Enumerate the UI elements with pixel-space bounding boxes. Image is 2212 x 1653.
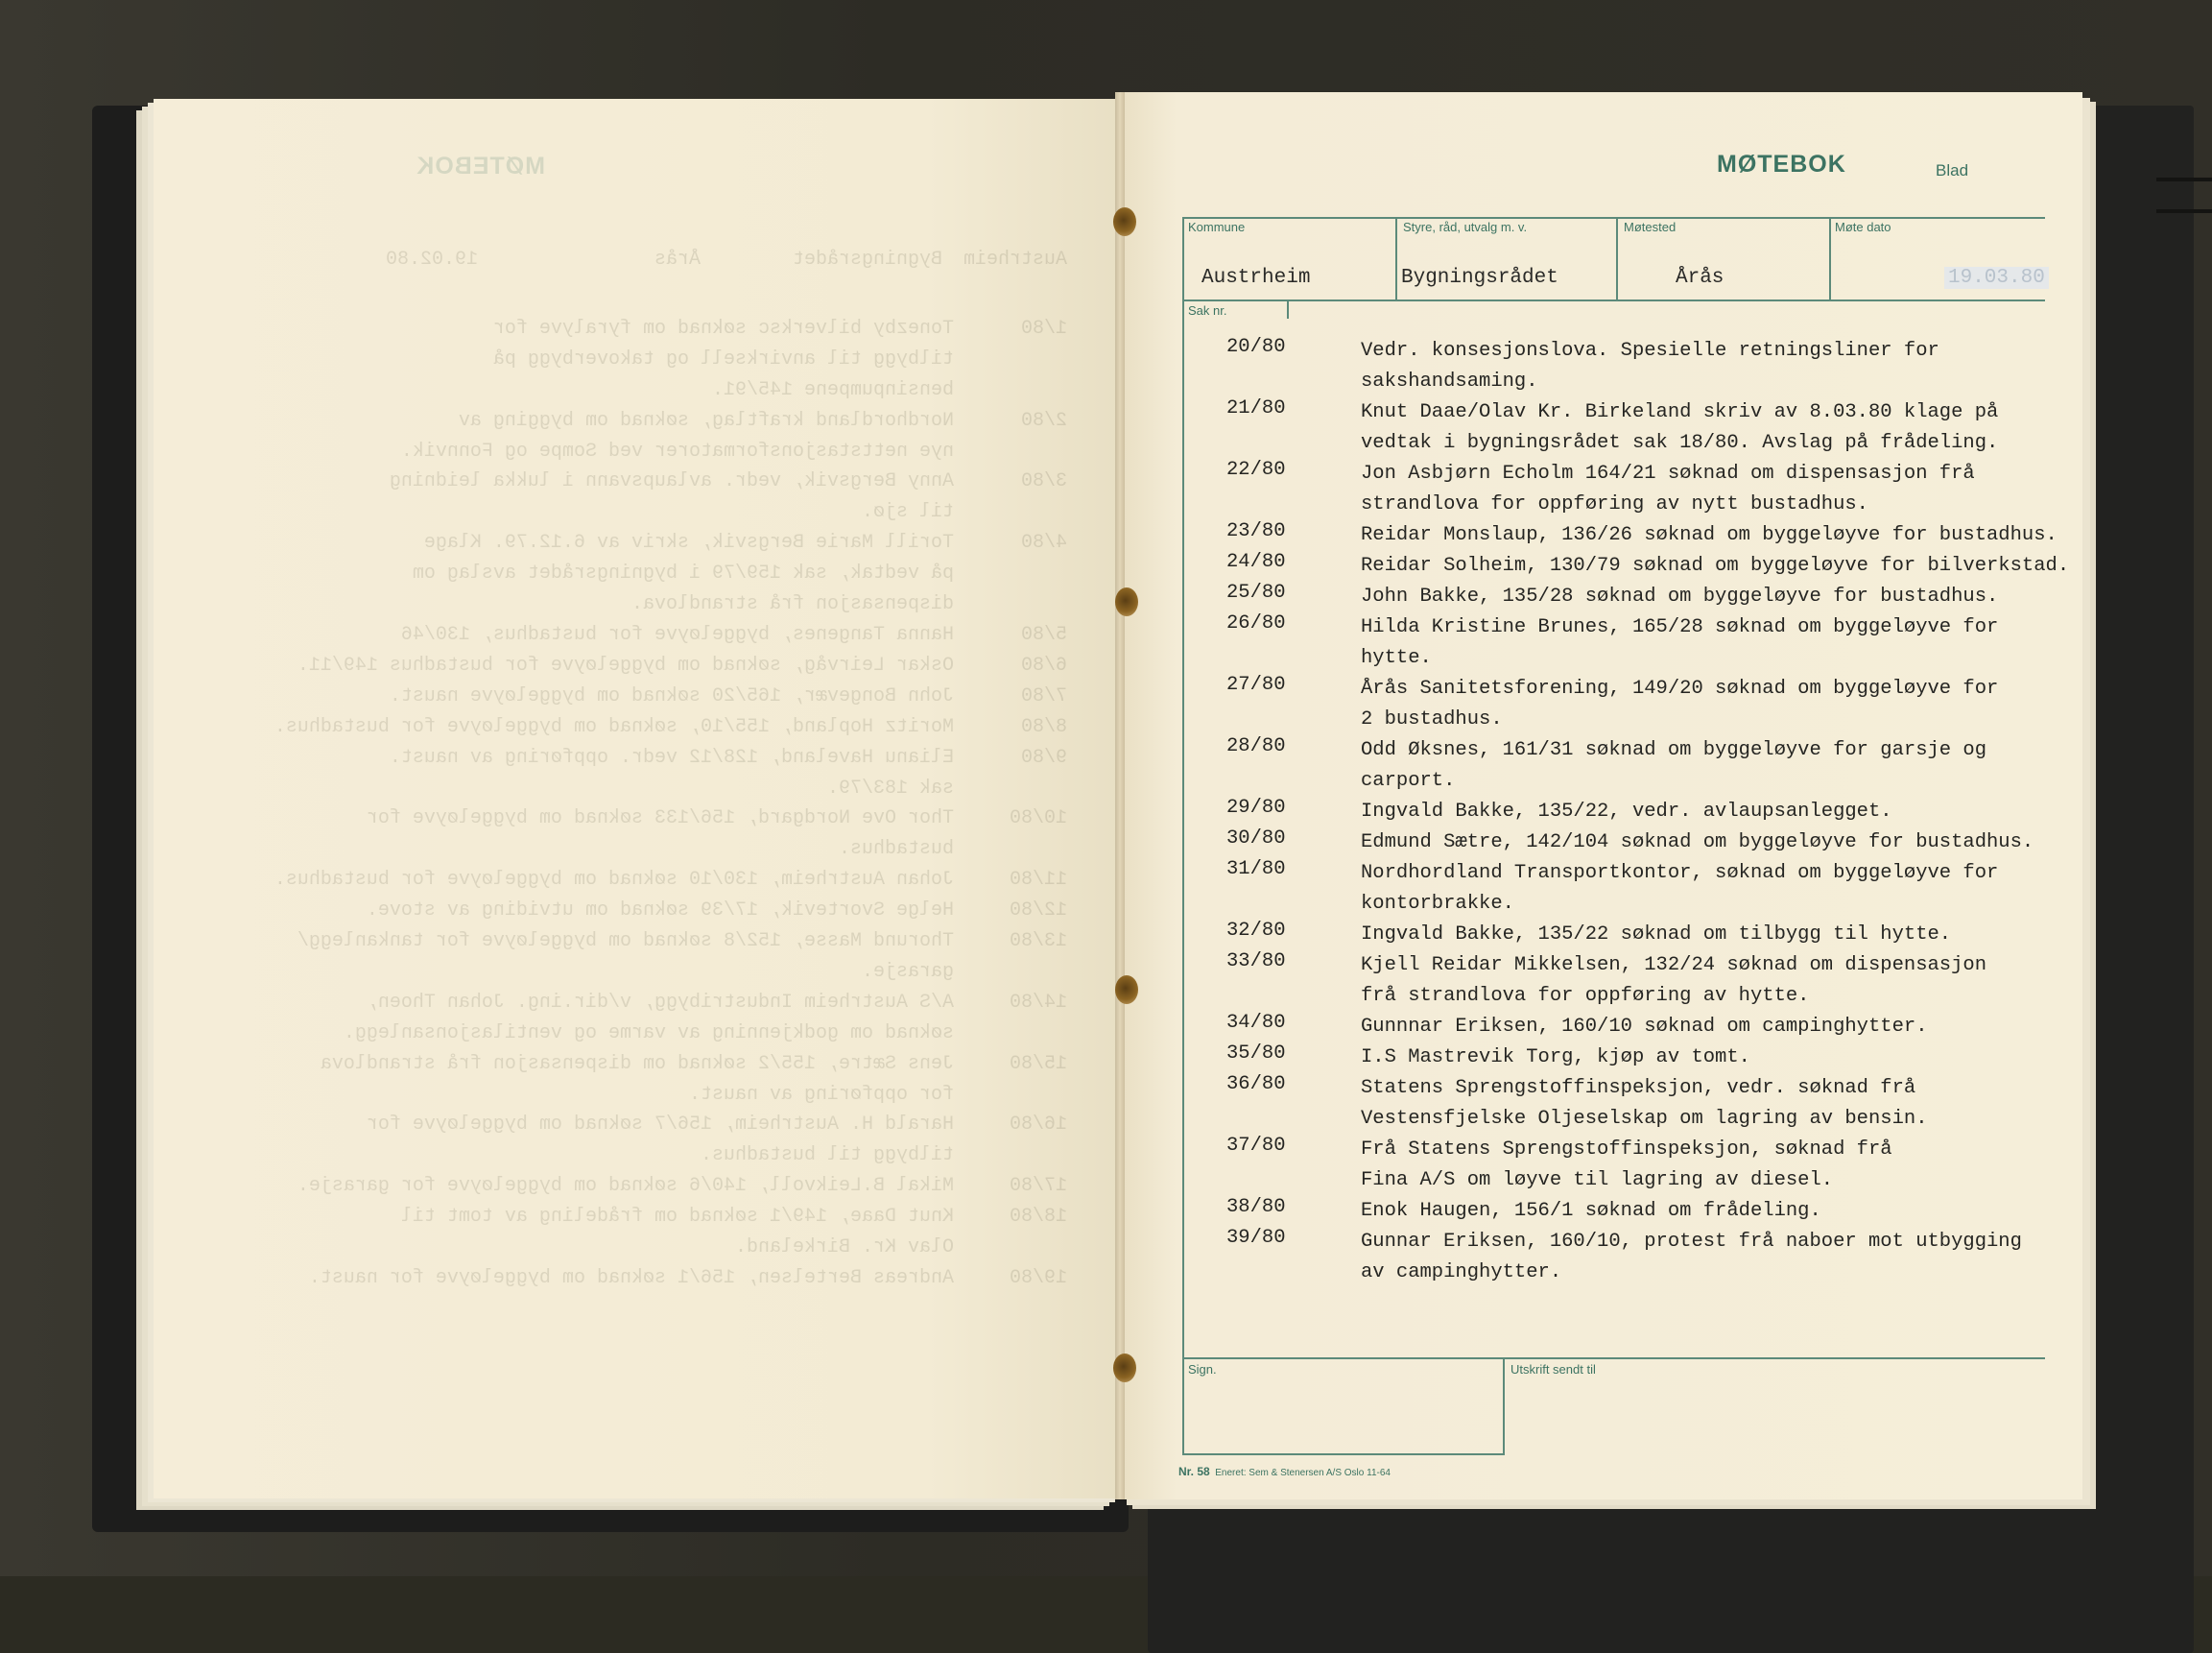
case-entry: [1226, 397, 2090, 459]
header-top-rule: [1182, 217, 2045, 219]
case-text: [1361, 1012, 2090, 1042]
case-text-line: Ingvald Bakke, 135/22, vedr. avlaupsanlegget.: [1361, 801, 1892, 823]
motested-value: Årås: [1676, 267, 1724, 289]
case-number: 39/80: [1226, 1227, 1286, 1249]
form-title: MØTEBOK: [1717, 151, 1846, 178]
case-text-line: Gunnnar Eriksen, 160/10 søknad om campinghytter.: [1361, 1016, 1928, 1038]
case-entry: [1226, 950, 2090, 1012]
ghost-spacer: [223, 276, 1067, 314]
ghost-line: [223, 1110, 1067, 1140]
ghost-case-number: 4/80: [1020, 532, 1067, 555]
case-text-line: strandlova for oppføring av nytt bustadhus.: [1361, 493, 1868, 515]
ghost-line: [223, 803, 1067, 834]
ghost-line: [223, 1140, 1067, 1171]
case-text-line: Statens Sprengstoffinspeksjon, vedr. søknad frå: [1361, 1077, 1916, 1099]
case-text-line: hytte.: [1361, 647, 1432, 669]
motedato-label: Møte dato: [1835, 220, 1891, 234]
case-text: [1361, 1227, 2090, 1288]
ghost-case-text: Oskar Leirvåg, søknad om byggeløyve for bustadhus 149/11.: [297, 654, 954, 677]
case-number: 33/80: [1226, 950, 1286, 972]
show-through-text: [154, 99, 1121, 1498]
case-number: 38/80: [1226, 1196, 1286, 1218]
left-page: [154, 99, 1121, 1498]
ghost-case-text: Helge Svortevik, 17/39 søknad om utviding av stove.: [366, 899, 954, 922]
ghost-line: [223, 1080, 1067, 1111]
ghost-case-number: 11/80: [1009, 869, 1067, 892]
ghost-case-text: Mikal B.Leikvoll, 140/6 søknad om byggeløyve for garasje.: [297, 1175, 954, 1198]
ghost-case-text: søknad om godkjenning av varme og ventilasjonsanlegg.: [343, 1021, 954, 1044]
ghost-case-text: Thor Ove Nordgard, 156/133 søknad om byggeløyve for: [366, 807, 954, 830]
case-number: 22/80: [1226, 459, 1286, 481]
case-text-line: Fina A/S om løyve til lagring av diesel.: [1361, 1169, 1834, 1191]
ghost-case-text: Thorund Masse, 152/8 søknad om byggeløyve for tankanlegg/: [297, 930, 954, 953]
case-text: [1361, 827, 2090, 858]
case-entry: [1226, 520, 2090, 551]
case-entry: [1226, 1196, 2090, 1227]
case-number: 35/80: [1226, 1042, 1286, 1065]
case-text-line: Knut Daae/Olav Kr. Birkeland skriv av 8.03.80 klage på: [1361, 401, 1999, 423]
case-text: [1361, 797, 2090, 827]
ghost-case-text: dispensasjon frå strandlova.: [630, 593, 954, 616]
ghost-case-text: sak 183/79.: [826, 777, 954, 800]
case-text-line: Reidar Monslaup, 136/26 søknad om byggeløyve for bustadhus.: [1361, 524, 2057, 546]
case-entry: [1226, 1135, 2090, 1196]
form-number: Nr. 58: [1178, 1465, 1210, 1478]
ghost-line: [223, 1233, 1067, 1263]
case-number: 36/80: [1226, 1073, 1286, 1095]
saknr-divider: [1287, 301, 1289, 319]
ghost-case-number: 15/80: [1009, 1052, 1067, 1075]
case-entry: [1226, 1227, 2090, 1288]
punch-hole: [1113, 1354, 1136, 1382]
ghost-line: [223, 682, 1067, 712]
ghost-line: [223, 589, 1067, 620]
ghost-kommune: Austrheim: [963, 249, 1067, 271]
ghost-line: [223, 1049, 1067, 1080]
printer-text: Eneret: Sem & Stenersen A/S Oslo 11-64: [1215, 1468, 1391, 1478]
printer-imprint: [1178, 1465, 1391, 1478]
case-number: 27/80: [1226, 674, 1286, 696]
ghost-case-text: Nordhordland kraftlag, søknad om bygging av: [458, 409, 954, 432]
ghost-case-text: på vedtak, sak 159/79 i bygningsrådet avslag om: [412, 563, 954, 586]
case-number: 31/80: [1226, 858, 1286, 880]
case-list: [1226, 336, 2090, 1288]
case-entry: [1226, 735, 2090, 797]
case-text-line: Edmund Sætre, 142/104 søknad om byggeløyve for bustadhus.: [1361, 831, 2034, 853]
ghost-case-number: 2/80: [1020, 409, 1067, 432]
ghost-case-text: bensinpumpene 145/91.: [711, 378, 954, 401]
ghost-header-row: [223, 245, 1067, 276]
ghost-title: MØTEBOK: [416, 153, 545, 180]
ghost-case-text: Elianu Haveland, 128/12 vedr. oppføring av naust.: [389, 746, 954, 769]
ghost-line: [223, 1202, 1067, 1233]
form-left-rule: [1182, 217, 1184, 1455]
case-text-line: frå strandlova for oppføring av hytte.: [1361, 985, 1810, 1007]
case-text-line: I.S Mastrevik Torg, kjøp av tomt.: [1361, 1046, 1750, 1068]
case-entry: [1226, 1012, 2090, 1042]
punch-hole: [1115, 975, 1138, 1004]
ghost-case-text: Andreas Bertelsen, 156/1 søknad om byggeløyve for naust.: [308, 1267, 954, 1289]
case-number: 34/80: [1226, 1012, 1286, 1034]
ghost-case-text: Tonezby bilverksc søknad om fyralyve for: [492, 317, 954, 340]
ghost-line: [223, 528, 1067, 559]
ghost-case-number: 16/80: [1009, 1114, 1067, 1137]
ghost-line: [223, 375, 1067, 406]
case-number: 29/80: [1226, 797, 1286, 819]
case-number: 24/80: [1226, 551, 1286, 573]
saknr-label: Sak nr.: [1188, 303, 1227, 318]
case-text-line: Hilda Kristine Brunes, 165/28 søknad om byggeløyve for: [1361, 616, 1999, 638]
header-divider: [1616, 217, 1618, 301]
ghost-case-text: Jens Sætre, 155/2 søknad om dispensasjon frå strandlova: [320, 1052, 954, 1075]
ghost-line: [223, 712, 1067, 743]
case-number: 37/80: [1226, 1135, 1286, 1157]
edge-mark: [2156, 178, 2212, 181]
ghost-case-number: 5/80: [1020, 623, 1067, 646]
case-number: 32/80: [1226, 920, 1286, 942]
ghost-case-number: 6/80: [1020, 654, 1067, 677]
case-text: [1361, 582, 2090, 612]
case-text-line: Kjell Reidar Mikkelsen, 132/24 søknad om dispensasjon: [1361, 954, 1987, 976]
ghost-case-number: 8/80: [1020, 715, 1067, 738]
ghost-line: [223, 497, 1067, 528]
case-entry: [1226, 827, 2090, 858]
case-text-line: Vedr. konsesjonslova. Spesielle retningsliner for: [1361, 340, 1939, 362]
ghost-case-text: John Bongevær, 165/20 søknad om byggeløyve naust.: [389, 684, 954, 707]
case-text: [1361, 612, 2090, 674]
case-entry: [1226, 582, 2090, 612]
ghost-case-number: 9/80: [1020, 746, 1067, 769]
blad-label: Blad: [1936, 161, 1969, 180]
sign-label: Sign.: [1188, 1362, 1217, 1377]
ghost-case-number: 13/80: [1009, 930, 1067, 953]
case-entry: [1226, 336, 2090, 397]
case-text-line: av campinghytter.: [1361, 1261, 1562, 1283]
styre-value: Bygningsrådet: [1401, 267, 1558, 289]
ghost-case-number: 14/80: [1009, 991, 1067, 1014]
ghost-case-number: 10/80: [1009, 807, 1067, 830]
case-number: 23/80: [1226, 520, 1286, 542]
case-entry: [1226, 674, 2090, 735]
case-text: [1361, 397, 2090, 459]
case-text-line: Enok Haugen, 156/1 søknad om frådeling.: [1361, 1200, 1821, 1222]
case-text-line: Frå Statens Sprengstoffinspeksjon, søknad frå: [1361, 1138, 1892, 1161]
case-text-line: Gunnar Eriksen, 160/10, protest frå naboer mot utbygging: [1361, 1231, 2022, 1253]
case-text-line: Årås Sanitetsforening, 149/20 søknad om byggeløyve for: [1361, 678, 1999, 700]
case-text: [1361, 1196, 2090, 1227]
ghost-case-text: A/S Austrheim Industribygg, v/dir.ing. Johan Thoen,: [366, 991, 954, 1014]
styre-label: Styre, råd, utvalg m. v.: [1403, 220, 1528, 234]
ghost-entry-list: [223, 314, 1067, 1294]
case-text-line: Odd Øksnes, 161/31 søknad om byggeløyve for garsje og: [1361, 739, 1987, 761]
ghost-case-number: 7/80: [1020, 684, 1067, 707]
ghost-styre: Bygningsrådet: [792, 249, 942, 271]
ghost-case-text: garasje.: [861, 960, 954, 983]
ghost-case-text: tilbygg til bustadhus.: [700, 1144, 954, 1167]
case-entry: [1226, 551, 2090, 582]
kommune-label: Kommune: [1188, 220, 1246, 234]
case-entry: [1226, 1042, 2090, 1073]
ghost-line: [223, 957, 1067, 988]
case-text-line: John Bakke, 135/28 søknad om byggeløyve for bustadhus.: [1361, 586, 1999, 608]
ghost-line: [223, 1263, 1067, 1294]
case-number: 20/80: [1226, 336, 1286, 358]
ghost-motedato: 19.02.80: [385, 249, 478, 271]
case-text-line: Jon Asbjørn Echolm 164/21 søknad om dispensasjon frå: [1361, 463, 1975, 485]
ghost-case-text: Hanna Tangenes, byggeløyve for bustadhus, 130/46: [400, 623, 954, 646]
ghost-line: [223, 774, 1067, 804]
ghost-case-text: Torill Marie Bergsvik, skriv av 6.12.79. Klage: [423, 532, 954, 555]
ghost-line: [223, 743, 1067, 774]
case-number: 30/80: [1226, 827, 1286, 850]
ghost-case-text: bustadhus.: [838, 838, 954, 861]
header-bottom-rule: [1182, 299, 2045, 301]
case-number: 25/80: [1226, 582, 1286, 604]
case-text-line: sakshandsaming.: [1361, 371, 1538, 393]
case-text-line: carport.: [1361, 770, 1456, 792]
ghost-line: [223, 926, 1067, 957]
ghost-line: [223, 345, 1067, 375]
ghost-case-text: Knut Daae, 149/1 søknad om frådeling av tomt til: [400, 1206, 954, 1229]
case-text-line: Ingvald Bakke, 135/22 søknad om tilbygg til hytte.: [1361, 923, 1952, 946]
header-divider: [1829, 217, 1831, 301]
footer-divider: [1503, 1357, 1505, 1455]
case-text-line: vedtak i bygningsrådet sak 18/80. Avslag på frådeling.: [1361, 432, 1999, 454]
punch-hole: [1113, 207, 1136, 236]
case-number: 28/80: [1226, 735, 1286, 757]
case-text: [1361, 336, 2090, 397]
case-entry: [1226, 858, 2090, 920]
ghost-motested: Årås: [654, 249, 701, 271]
ghost-line: [223, 834, 1067, 865]
motedato-value: 19.03.80: [1944, 267, 2049, 289]
footer-bottom-rule: [1182, 1453, 1505, 1455]
ghost-line: [223, 314, 1067, 345]
case-text: [1361, 950, 2090, 1012]
case-entry: [1226, 920, 2090, 950]
edge-mark: [2156, 209, 2212, 213]
case-entry: [1226, 459, 2090, 520]
meeting-header-table: [1182, 217, 2045, 301]
ghost-case-number: 3/80: [1020, 470, 1067, 493]
ghost-case-text: tilbygg til anvirksell og takoverbygg på: [492, 347, 954, 371]
case-entry: [1226, 1073, 2090, 1135]
case-text: [1361, 551, 2090, 582]
ghost-line: [223, 988, 1067, 1018]
ghost-case-number: 1/80: [1020, 317, 1067, 340]
case-text: [1361, 1073, 2090, 1135]
ghost-case-number: 12/80: [1009, 899, 1067, 922]
punch-hole: [1115, 587, 1138, 616]
case-number: 26/80: [1226, 612, 1286, 635]
ghost-case-text: Anny Bergsvik, vedr. avlaupsvann i lukka leidning: [389, 470, 954, 493]
utskrift-label: Utskrift sendt til: [1510, 1362, 1596, 1377]
case-text-line: Nordhordland Transportkontor, søknad om byggeløyve for: [1361, 862, 1999, 884]
ghost-line: [223, 620, 1067, 651]
ghost-case-text: for oppføring av naust.: [688, 1083, 954, 1106]
case-text: [1361, 858, 2090, 920]
ghost-lines: [223, 245, 1067, 1294]
ghost-line: [223, 1018, 1067, 1049]
ghost-case-number: 18/80: [1009, 1206, 1067, 1229]
case-text: [1361, 520, 2090, 551]
ghost-line: [223, 406, 1067, 437]
ghost-case-text: Moritz Hopland, 155/10, søknad om byggeløyve for bustadhus.: [274, 715, 954, 738]
case-text: [1361, 1135, 2090, 1196]
ghost-case-text: Johan Austrheim, 130/10 søknad om byggeløyve for bustadhus.: [274, 869, 954, 892]
ghost-case-text: nye nettstasjonsformatorer ved Sompe og Fonnvik.: [400, 440, 954, 463]
ghost-case-text: Harald H. Austrheim, 156/7 søknad om byggeløyve for: [366, 1114, 954, 1137]
case-text: [1361, 1042, 2090, 1073]
ghost-case-number: 19/80: [1009, 1267, 1067, 1289]
case-entry: [1226, 797, 2090, 827]
case-number: 21/80: [1226, 397, 1286, 419]
case-text-line: kontorbrakke.: [1361, 893, 1514, 915]
ghost-line: [223, 1171, 1067, 1202]
ghost-line: [223, 896, 1067, 926]
kommune-value: Austrheim: [1201, 267, 1311, 289]
case-text: [1361, 459, 2090, 520]
case-text: [1361, 735, 2090, 797]
case-text-line: Reidar Solheim, 130/79 søknad om byggeløyve for bilverkstad.: [1361, 555, 2070, 577]
ghost-line: [223, 467, 1067, 497]
footer-top-rule: [1182, 1357, 2045, 1359]
ghost-case-text: til sjø.: [861, 501, 954, 524]
book-gutter: [1115, 92, 1125, 1499]
header-divider: [1395, 217, 1397, 301]
ghost-line: [223, 559, 1067, 589]
case-text-line: 2 bustadhus.: [1361, 708, 1503, 731]
case-text: [1361, 674, 2090, 735]
case-entry: [1226, 612, 2090, 674]
case-text-line: Vestensfjelske Oljeselskap om lagring av bensin.: [1361, 1108, 1928, 1130]
case-text: [1361, 920, 2090, 950]
motested-label: Møtested: [1624, 220, 1677, 234]
ghost-line: [223, 651, 1067, 682]
ghost-line: [223, 437, 1067, 467]
ghost-case-text: Olav Kr. Birkeland.: [734, 1236, 954, 1259]
ghost-line: [223, 865, 1067, 896]
ghost-case-number: 17/80: [1009, 1175, 1067, 1198]
